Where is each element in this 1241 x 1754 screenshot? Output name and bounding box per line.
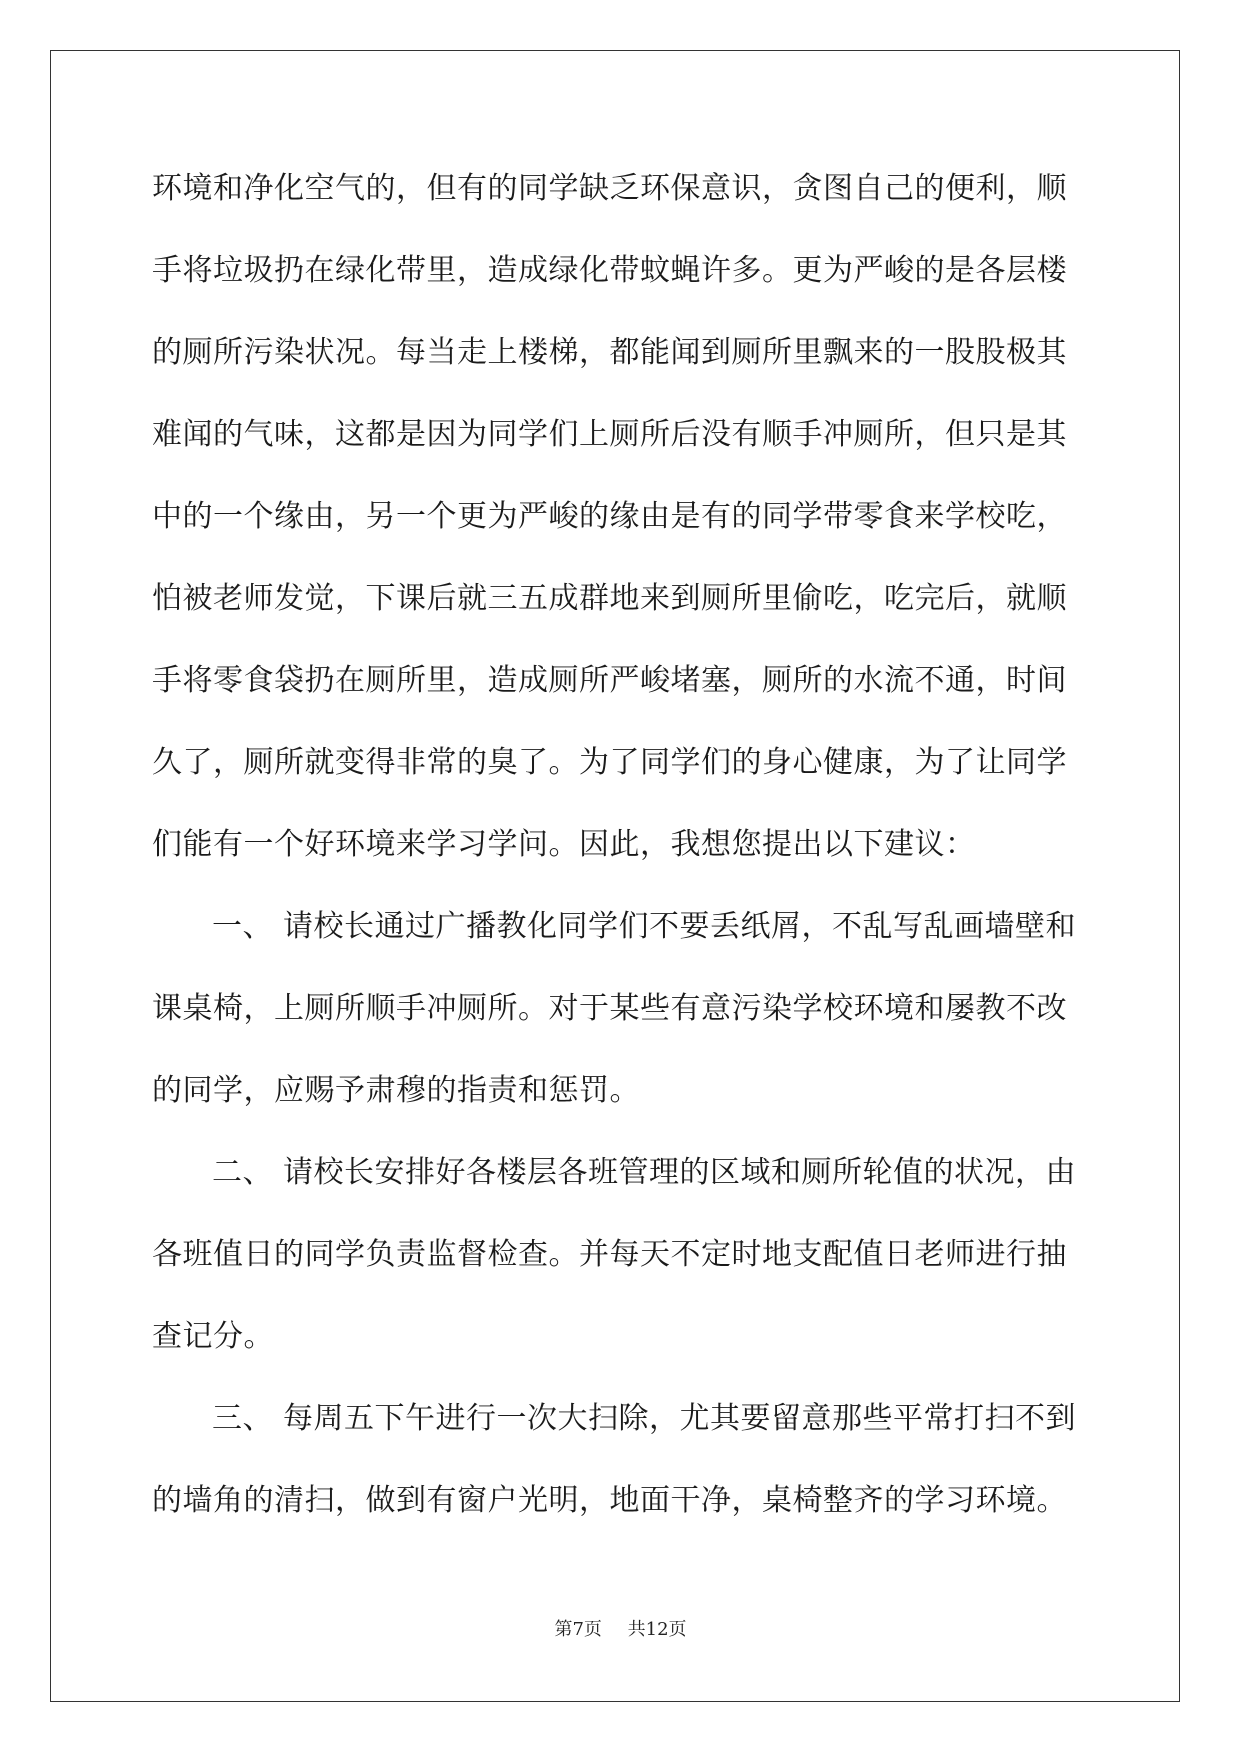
text-line: 手将垃圾扔在绿化带里，造成绿化带蚊蝇许多。更为严峻的是各层楼 [152,253,1067,288]
document-body [152,162,1082,1556]
suggestion-2-line: 二、 请校长安排好各楼层各班管理的区域和厕所轮值的状况，由 [212,1155,1077,1190]
text-line: 环境和净化空气的，但有的同学缺乏环保意识，贪图自己的便利，顺 [152,171,1067,206]
text-line: 课桌椅，上厕所顺手冲厕所。对于某些有意污染学校环境和屡教不改 [152,991,1067,1026]
page-total: 共12页 [627,1619,687,1640]
text-line: 的墙角的清扫，做到有窗户光明，地面干净，桌椅整齐的学习环境。 [152,1483,1067,1518]
text-line: 久了，厕所就变得非常的臭了。为了同学们的身心健康，为了让同学 [152,745,1067,780]
text-line: 的同学，应赐予肃穆的指责和惩罚。 [152,1073,640,1108]
suggestion-3-line: 三、 每周五下午进行一次大扫除，尤其要留意那些平常打扫不到 [212,1401,1077,1436]
text-line: 查记分。 [152,1319,274,1354]
text-line: 们能有一个好环境来学习学问。因此，我想您提出以下建议： [152,827,976,862]
text-line: 各班值日的同学负责监督检查。并每天不定时地支配值日老师进行抽 [152,1237,1067,1272]
text-line: 的厕所污染状况。每当走上楼梯，都能闻到厕所里飘来的一股股极其 [152,335,1067,370]
page-number: 第7页 [554,1619,602,1640]
text-line: 中的一个缘由，另一个更为严峻的缘由是有的同学带零食来学校吃， [152,499,1067,534]
suggestion-1-line: 一、 请校长通过广播教化同学们不要丢纸屑，不乱写乱画墙壁和 [212,909,1077,944]
page-footer [0,1615,1241,1641]
text-line: 手将零食袋扔在厕所里，造成厕所严峻堵塞，厕所的水流不通，时间 [152,663,1067,698]
text-line: 难闻的气味，这都是因为同学们上厕所后没有顺手冲厕所，但只是其 [152,417,1067,452]
text-line: 怕被老师发觉，下课后就三五成群地来到厕所里偷吃，吃完后，就顺 [152,581,1067,616]
